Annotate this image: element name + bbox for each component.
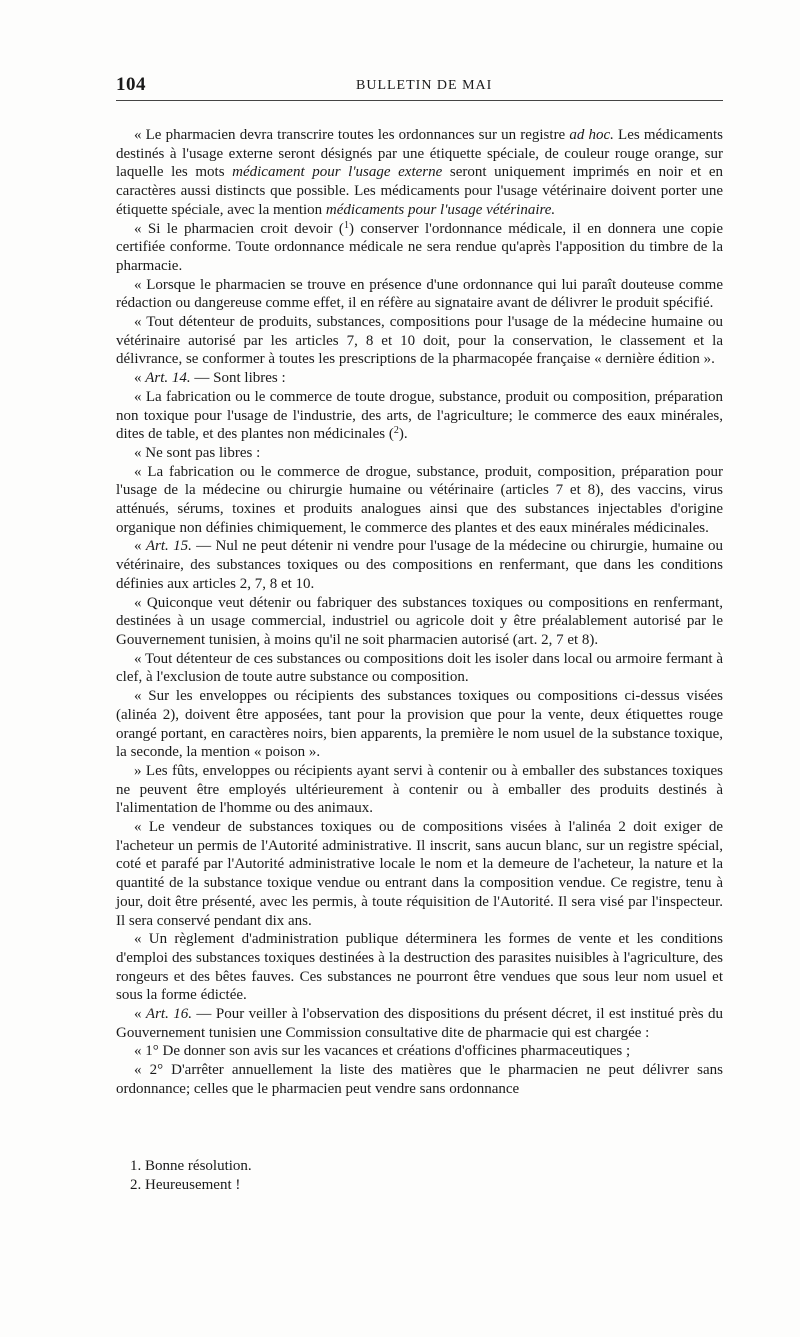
paragraph: « La fabrication ou le commerce de toute drogue, substance, produit ou composition, préparation non toxique pour l'usage de l'industrie, des arts, de l'agriculture; le commerce des eaux minérales, dites de table, et des plantes non médicinales ($^2$).	[116, 388, 723, 443]
footnote-ref: 2	[393, 425, 399, 437]
paragraph: » Les fûts, enveloppes ou récipients ayant servi à contenir ou à emballer des substances toxiques ne peuvent être employés ultérieurement à contenir ou à emballer des produits destinés à l'alimentation de l'homme ou des animaux.	[116, 762, 723, 817]
page-header	[116, 74, 723, 102]
paragraph: « Quiconque veut détenir ou fabriquer des substances toxiques ou compositions en renfermant, destinées à un usage commercial, industriel ou agricole doit y être préalablement autorisé par le Gouvernement tunisien, à moins qu'il ne soit pharmacien autorisé (art. 2, 7 et 8).	[116, 594, 723, 648]
footnotes	[130, 1157, 720, 1195]
article-paragraph: « Art. 15. — Nul ne peut détenir ni vendre pour l'usage de la médecine ou chirurgie, humaine ou vétérinaire, des substances toxiques ou des compositions en renfermant, que dans les conditions définies aux articles 2, 7, 8 et 10.	[116, 538, 724, 592]
paragraph: « Tout détenteur de ces substances ou compositions doit les isoler dans local ou armoire fermant à clef, à l'exclusion de toute autre substance ou composition.	[116, 650, 723, 686]
footnote-ref: 1	[343, 219, 349, 231]
paragraph: « Tout détenteur de produits, substances, compositions pour l'usage de la médecine humaine ou vétérinaire autorisé par les articles 7, 8 et 10 doit, pour la conservation, le classement et la délivrance, se conformer à toutes les prescriptions de la pharmacopée française « dernière édition ».	[116, 314, 723, 368]
page-number: 104	[116, 74, 146, 95]
paragraph: « Un règlement d'administration publique déterminera les formes de vente et les conditions d'emploi des substances toxiques destinées à la destruction des parasites nuisibles à l'agriculture, des rongeurs et des bêtes fauves. Ces substances ne pourront être vendues que sous leur nom usuel et sous la forme édictée.	[116, 931, 723, 1004]
article-paragraph: « Art. 16. — Pour veiller à l'observation des dispositions du présent décret, il est institué près du Gouvernement tunisien une Commission consultative dite de pharmacie qui est chargée :	[116, 1006, 723, 1041]
article-heading: « Art. 14. — Sont libres :	[134, 370, 286, 387]
paragraph: « Le pharmacien devra transcrire toutes les ordonnances sur un registre ad hoc. Les médicaments destinés à l'usage externe seront désignés par une étiquette spéciale, de couleur rouge orange, sur laquelle les mots médicament pour l'usage externe seront uniquement imprimés en noir et en caractères aussi distincts que possible. Les médicaments pour l'usage vétérinaire doivent porter une étiquette spéciale, avec la mention médicaments pour l'usage vétérinaire.	[116, 127, 723, 218]
footnote: 2. Heureusement !	[130, 1177, 241, 1193]
paragraph: « Lorsque le pharmacien se trouve en présence d'une ordonnance qui lui paraît douteuse comme rédaction ou dangereuse comme effet, il en réfère au signataire avant de délivrer le produit spécifié.	[116, 276, 723, 312]
body-text	[116, 126, 723, 1099]
running-head: BULLETIN DE MAI	[356, 78, 493, 93]
paragraph: « Le vendeur de substances toxiques ou de compositions visées à l'alinéa 2 doit exiger de l'acheteur un permis de l'Autorité administrative. Il inscrit, sans aucun blanc, sur un registre spécial, coté et parafé par l'Autorité administrative locale le nom et la demeure de l'acheteur, la nature et la quantité de la substance toxique vendue ou entrant dans la composition vendue. Ce registre, tenu à jour, doit être présenté, avec les permis, à toute réquisition de l'Autorité. Il sera visé par l'inspecteur. Il sera conservé pendant dix ans.	[116, 819, 723, 929]
paragraph: « Si le pharmacien croit devoir ($^1$) conserver l'ordonnance médicale, il en donnera une copie certifiée conforme. Toute ordonnance médicale ne sera rendue qu'après l'apposition du timbre de la pharmacie.	[116, 219, 723, 274]
paragraph: « Sur les enveloppes ou récipients des substances toxiques ou compositions ci-dessus visées (alinéa 2), doivent être apposées, tant pour la provision que pour la vente, deux étiquettes rouge orangé portant, en caractères noirs, bien apparents, la première le nom usuel de la substance toxique, la seconde, la mention « poison ».	[116, 688, 723, 761]
paragraph: « La fabrication ou le commerce de drogue, substance, produit, composition, préparation pour l'usage de la médecine ou chirurgie humaine ou vétérinaire (articles 7 et 8), des vaccins, virus atténués, sérums, toxines et produits analogues ainsi que des substances injectables d'origine organique non définies chimiquement, le commerce des plantes et des eaux minérales médicinales.	[116, 463, 723, 536]
paragraph: « Ne sont pas libres :	[134, 444, 261, 461]
paragraph: « 2° D'arrêter annuellement la liste des matières que le pharmacien ne peut délivrer sans ordonnance; celles que le pharmacien peut vendre sans ordonnance	[116, 1062, 723, 1097]
footnote: 1. Bonne résolution.	[130, 1158, 252, 1174]
header-rule	[116, 100, 723, 101]
paragraph: « 1° De donner son avis sur les vacances et créations d'officines pharmaceutiques ;	[134, 1043, 631, 1060]
